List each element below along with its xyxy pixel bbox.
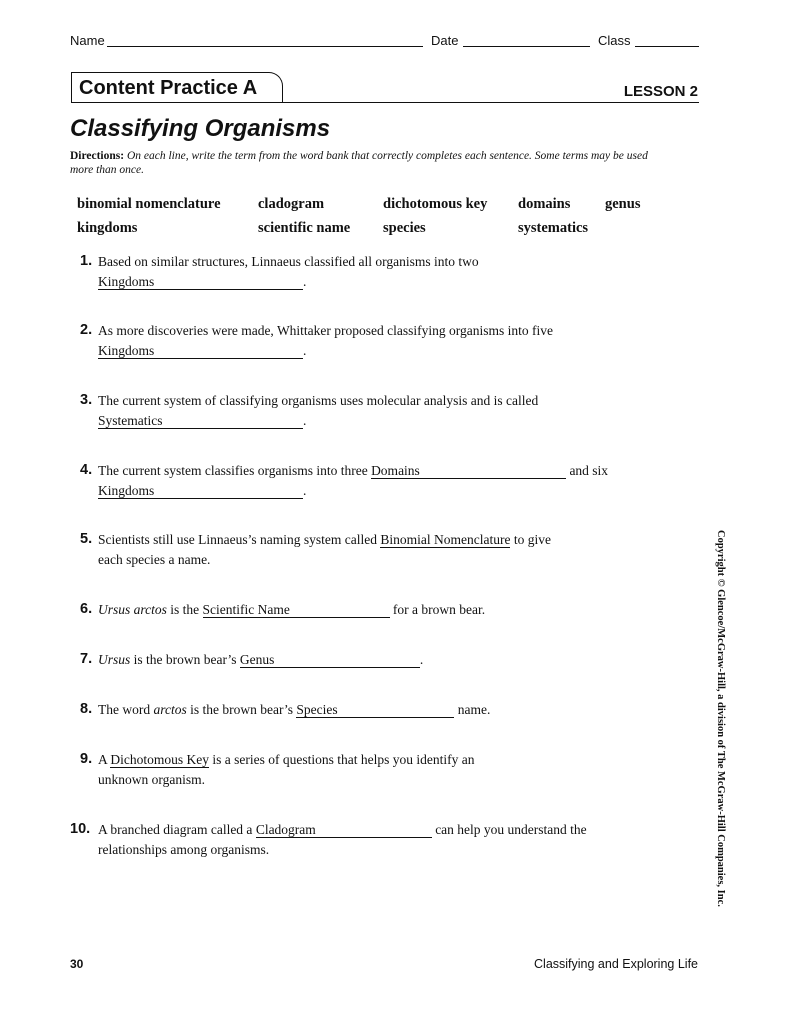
page-title: Classifying Organisms [70,115,331,142]
page-number: 30 [70,957,84,971]
question-text: The current system classifies organisms into three [98,463,372,478]
directions [70,149,650,177]
question-line-1 [98,532,551,548]
question-text: to give [510,532,551,547]
section-title: Content Practice A [79,77,258,99]
question-text: for a brown bear. [389,602,486,617]
footer-title: Classifying and Exploring Life [534,957,698,971]
date-label: Date [431,33,459,48]
answer-blank[interactable]: Kingdoms [98,483,303,499]
answer-blank[interactable]: Systematics [98,413,303,429]
question-line-1 [98,702,490,718]
question-number: 7. [80,651,93,667]
question-text: Based on similar structures, Linnaeus classified all organisms into two [98,254,479,269]
word-bank-item: genus [605,196,641,212]
punctuation: . [303,483,307,498]
word-bank-item: systematics [518,220,589,236]
answer-blank[interactable]: Species [296,702,454,718]
question-line-2 [98,343,306,359]
question-text: The current system of classifying organisms uses molecular analysis and is called [98,393,539,408]
question-line-1 [98,752,474,768]
answer-blank[interactable]: Binomial Nomenclature [380,532,511,547]
answer-blank[interactable]: Cladogram [256,822,432,838]
punctuation: . [303,343,307,358]
species-epithet: arctos [153,702,187,717]
section-rule [71,102,699,103]
question-number: 2. [80,322,93,338]
question-line-1 [98,822,587,838]
word-bank-item: binomial nomenclature [77,196,221,212]
word-bank-item: kingdoms [77,220,138,236]
question-line-2 [98,274,306,290]
species-name: Ursus arctos [98,602,167,617]
question-text: A [98,752,111,767]
question-number: 10. [70,821,91,837]
word-bank-item: scientific name [258,220,351,236]
question-line-2 [98,483,306,499]
question-number: 5. [80,531,93,547]
question-text: each species a name. [98,552,211,567]
question-text: is the brown bear’s [186,702,297,717]
class-label: Class [598,33,631,48]
question-line-1 [98,652,423,668]
name-label: Name [70,33,105,48]
question-number: 9. [80,751,93,767]
lesson-label: LESSON 2 [623,83,698,100]
question-text: name. [454,702,491,717]
word-bank-item: dichotomous key [383,196,488,212]
punctuation: . [303,274,307,289]
word-bank-item: domains [518,196,571,212]
question-text: is the [166,602,203,617]
question-text: The word [98,702,154,717]
answer-blank[interactable]: Dichotomous Key [110,752,210,767]
class-field[interactable] [635,46,699,47]
answer-blank[interactable]: Scientific Name [203,602,390,618]
question-text: is the brown bear’s [130,652,240,667]
question-text: relationships among organisms. [98,842,270,857]
question-number: 3. [80,392,93,408]
copyright-notice: Copyright © Glencoe/McGraw-Hill, a division of The McGraw-Hill Companies, Inc. [715,530,726,907]
question-text: is a series of questions that helps you identify an [209,752,475,767]
question-text: can help you understand the [431,822,587,837]
question-line-1 [98,463,608,479]
genus-name: Ursus [98,652,131,667]
question-line-2 [98,413,306,429]
question-line-1 [98,602,485,618]
answer-blank[interactable]: Domains [371,463,566,479]
punctuation: . [419,652,424,667]
word-bank-item: species [383,220,426,236]
name-field[interactable] [107,46,423,47]
answer-blank[interactable]: Kingdoms [98,274,303,290]
directions-text: On each line, write the term from the word bank that correctly completes each sentence. Some terms may be used more than once. [70,150,648,176]
question-text: As more discoveries were made, Whittaker proposed classifying organisms into five [98,323,554,338]
question-number: 8. [80,701,93,717]
question-number: 6. [80,601,93,617]
question-text: A branched diagram called a [98,822,256,837]
question-number: 4. [80,462,93,478]
answer-blank[interactable]: Kingdoms [98,343,303,359]
punctuation: . [303,413,307,428]
question-text: and six [566,463,609,478]
answer-blank[interactable]: Genus [240,652,420,668]
word-bank-item: cladogram [258,196,325,212]
question-number: 1. [80,253,93,269]
directions-label: Directions: [70,150,125,162]
question-text: unknown organism. [98,772,205,787]
date-field[interactable] [463,46,590,47]
question-text: Scientists still use Linnaeus’s naming system called [98,532,381,547]
